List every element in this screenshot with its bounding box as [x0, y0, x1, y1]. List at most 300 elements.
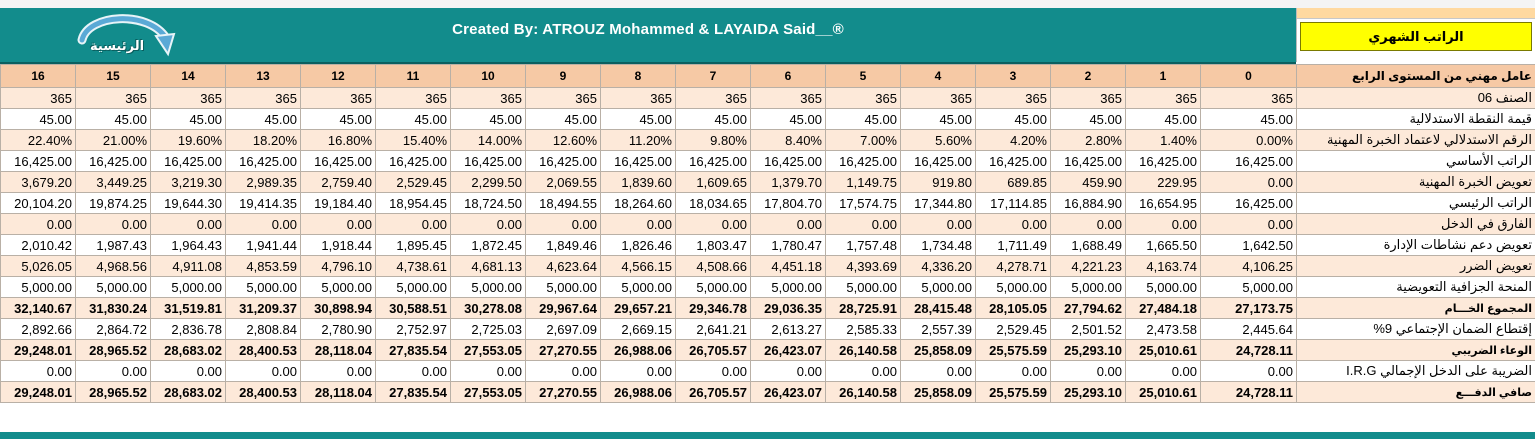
table-cell[interactable]: 229.95 — [1126, 172, 1201, 193]
table-cell[interactable]: 16,425.00 — [1, 151, 76, 172]
table-cell[interactable]: 16,425.00 — [451, 151, 526, 172]
table-cell[interactable]: 26,423.07 — [751, 340, 826, 361]
table-cell[interactable]: 4,393.69 — [826, 256, 901, 277]
table-cell[interactable]: 3,219.30 — [151, 172, 226, 193]
row-label[interactable]: المجموع الخـــام — [1297, 298, 1535, 319]
table-cell[interactable]: 1,734.48 — [901, 235, 976, 256]
table-cell[interactable]: 45.00 — [676, 109, 751, 130]
table-cell[interactable]: 45.00 — [826, 109, 901, 130]
table-cell[interactable]: 17,574.75 — [826, 193, 901, 214]
table-cell[interactable]: 18,954.45 — [376, 193, 451, 214]
table-cell[interactable]: 25,575.59 — [976, 382, 1051, 403]
table-cell[interactable]: 4,566.15 — [601, 256, 676, 277]
table-cell[interactable]: 0.00 — [1, 214, 76, 235]
table-cell[interactable]: 29,248.01 — [1, 382, 76, 403]
table-cell[interactable]: 19,644.30 — [151, 193, 226, 214]
table-cell[interactable]: 2,725.03 — [451, 319, 526, 340]
table-row — [1, 193, 1535, 214]
table-cell[interactable]: 0.00 — [1201, 214, 1297, 235]
table-cell[interactable]: 19,414.35 — [226, 193, 301, 214]
table-cell[interactable]: 365 — [1201, 88, 1297, 109]
table-cell[interactable]: 16,425.00 — [376, 151, 451, 172]
table-cell[interactable]: 29,248.01 — [1, 340, 76, 361]
table-cell[interactable]: 0.00 — [826, 214, 901, 235]
table-cell[interactable]: 0.00 — [151, 214, 226, 235]
table-cell[interactable]: 27,270.55 — [526, 340, 601, 361]
table-cell[interactable]: 2,299.50 — [451, 172, 526, 193]
table-cell[interactable]: 365 — [1051, 88, 1126, 109]
table-cell[interactable]: 5,000.00 — [826, 277, 901, 298]
corner-label[interactable]: عامل مهني من المستوى الرابع — [1297, 65, 1535, 88]
column-header[interactable]: 5 — [826, 65, 901, 88]
table-cell[interactable]: 0.00 — [901, 214, 976, 235]
table-cell[interactable]: 2,669.15 — [601, 319, 676, 340]
table-cell[interactable]: 27,835.54 — [376, 340, 451, 361]
table-cell[interactable]: 0.00 — [451, 361, 526, 382]
table-cell[interactable]: 4,681.13 — [451, 256, 526, 277]
table-cell[interactable]: 28,683.02 — [151, 382, 226, 403]
table-cell[interactable]: 459.90 — [1051, 172, 1126, 193]
table-cell[interactable]: 2,557.39 — [901, 319, 976, 340]
table-cell[interactable]: 0.00 — [301, 214, 376, 235]
table-cell[interactable]: 2.80% — [1051, 130, 1126, 151]
table-cell[interactable]: 0.00 — [601, 361, 676, 382]
table-cell[interactable]: 25,575.59 — [976, 340, 1051, 361]
banner-title: Created By: ATROUZ Mohammed & LAYAIDA Said__® — [452, 21, 844, 38]
table-cell[interactable]: 26,988.06 — [601, 382, 676, 403]
table-cell[interactable]: 45.00 — [751, 109, 826, 130]
row-label[interactable]: الضريبة على الدخل الإجمالي I.R.G — [1297, 361, 1535, 382]
table-cell[interactable]: 16,425.00 — [601, 151, 676, 172]
table-cell[interactable]: 2,010.42 — [1, 235, 76, 256]
table-cell[interactable]: 31,519.81 — [151, 298, 226, 319]
column-header[interactable]: 13 — [226, 65, 301, 88]
table-cell[interactable]: 24,728.11 — [1201, 382, 1297, 403]
row-label[interactable]: صافي الدفـــع — [1297, 382, 1535, 403]
table-cell[interactable]: 19,874.25 — [76, 193, 151, 214]
table-cell[interactable]: 365 — [1, 88, 76, 109]
row-label[interactable]: الراتب الأساسي — [1297, 151, 1535, 172]
table-cell[interactable]: 1,642.50 — [1201, 235, 1297, 256]
table-cell[interactable]: 17,344.80 — [901, 193, 976, 214]
table-cell[interactable]: 0.00 — [1051, 361, 1126, 382]
table-cell[interactable]: 16,884.90 — [1051, 193, 1126, 214]
table-cell[interactable]: 4,853.59 — [226, 256, 301, 277]
table-cell[interactable]: 8.40% — [751, 130, 826, 151]
table-cell[interactable]: 2,836.78 — [151, 319, 226, 340]
table-cell[interactable]: 29,346.78 — [676, 298, 751, 319]
table-cell[interactable]: 1,895.45 — [376, 235, 451, 256]
table-cell[interactable]: 4,911.08 — [151, 256, 226, 277]
table-cell[interactable]: 0.00 — [376, 361, 451, 382]
table-cell[interactable]: 28,118.04 — [301, 340, 376, 361]
table-cell[interactable]: 1,780.47 — [751, 235, 826, 256]
table-cell[interactable]: 0.00 — [751, 214, 826, 235]
row-label[interactable]: المنحة الجزافية التعويضية — [1297, 277, 1535, 298]
table-cell[interactable]: 28,400.53 — [226, 382, 301, 403]
table-cell[interactable]: 689.85 — [976, 172, 1051, 193]
table-cell[interactable]: 45.00 — [376, 109, 451, 130]
row-label[interactable]: الصنف 06 — [1297, 88, 1535, 109]
table-cell[interactable]: 365 — [601, 88, 676, 109]
row-label[interactable]: الفارق في الدخل — [1297, 214, 1535, 235]
table-cell[interactable]: 18.20% — [226, 130, 301, 151]
table-cell[interactable]: 17,804.70 — [751, 193, 826, 214]
table-cell[interactable]: 4,796.10 — [301, 256, 376, 277]
table-cell[interactable]: 18,264.60 — [601, 193, 676, 214]
table-cell[interactable]: 30,278.08 — [451, 298, 526, 319]
table-cell[interactable]: 45.00 — [451, 109, 526, 130]
table-cell[interactable]: 45.00 — [526, 109, 601, 130]
table-cell[interactable]: 0.00 — [1201, 172, 1297, 193]
table-cell[interactable]: 1,665.50 — [1126, 235, 1201, 256]
monthly-salary-cell[interactable]: الراتب الشهري — [1300, 22, 1532, 51]
table-cell[interactable]: 4,508.66 — [676, 256, 751, 277]
table-cell[interactable]: 45.00 — [1, 109, 76, 130]
table-cell[interactable]: 4.20% — [976, 130, 1051, 151]
table-cell[interactable]: 0.00 — [1, 361, 76, 382]
table-cell[interactable]: 0.00 — [901, 361, 976, 382]
table-cell[interactable]: 14.00% — [451, 130, 526, 151]
table-cell[interactable]: 45.00 — [1051, 109, 1126, 130]
table-cell[interactable]: 28,965.52 — [76, 340, 151, 361]
table-cell[interactable]: 2,069.55 — [526, 172, 601, 193]
table-cell[interactable]: 365 — [526, 88, 601, 109]
table-cell[interactable]: 45.00 — [226, 109, 301, 130]
table-cell[interactable]: 2,445.64 — [1201, 319, 1297, 340]
table-cell[interactable]: 4,738.61 — [376, 256, 451, 277]
table-cell[interactable]: 16,425.00 — [676, 151, 751, 172]
table-row — [1, 235, 1535, 256]
table-cell[interactable]: 1,839.60 — [601, 172, 676, 193]
table-cell[interactable]: 28,105.05 — [976, 298, 1051, 319]
column-header[interactable]: 16 — [1, 65, 76, 88]
table-cell[interactable]: 16,654.95 — [1126, 193, 1201, 214]
table-cell[interactable]: 27,484.18 — [1126, 298, 1201, 319]
table-cell[interactable]: 0.00 — [1051, 214, 1126, 235]
table-cell[interactable]: 365 — [226, 88, 301, 109]
row-label[interactable]: تعويض الخبرة المهنية — [1297, 172, 1535, 193]
table-cell[interactable]: 365 — [451, 88, 526, 109]
column-header[interactable]: 3 — [976, 65, 1051, 88]
table-cell[interactable]: 4,221.23 — [1051, 256, 1126, 277]
table-cell[interactable]: 2,529.45 — [376, 172, 451, 193]
row-label[interactable]: الراتب الرئيسي — [1297, 193, 1535, 214]
table-cell[interactable]: 1,849.46 — [526, 235, 601, 256]
table-cell[interactable]: 1,872.45 — [451, 235, 526, 256]
table-cell[interactable]: 365 — [751, 88, 826, 109]
table-cell[interactable]: 45.00 — [1201, 109, 1297, 130]
table-cell[interactable]: 0.00 — [976, 214, 1051, 235]
table-cell[interactable]: 26,705.57 — [676, 382, 751, 403]
table-cell[interactable]: 27,270.55 — [526, 382, 601, 403]
table-cell[interactable]: 2,529.45 — [976, 319, 1051, 340]
table-cell[interactable]: 21.00% — [76, 130, 151, 151]
table-cell[interactable]: 365 — [901, 88, 976, 109]
table-cell[interactable]: 919.80 — [901, 172, 976, 193]
table-cell[interactable]: 18,494.55 — [526, 193, 601, 214]
row-label[interactable]: تعويض الضرر — [1297, 256, 1535, 277]
table-cell[interactable]: 25,293.10 — [1051, 382, 1126, 403]
table-cell[interactable]: 3,679.20 — [1, 172, 76, 193]
table-row — [1, 256, 1535, 277]
table-cell[interactable]: 28,415.48 — [901, 298, 976, 319]
table-cell[interactable]: 5,000.00 — [526, 277, 601, 298]
table-cell[interactable]: 5,000.00 — [901, 277, 976, 298]
table-cell[interactable]: 2,697.09 — [526, 319, 601, 340]
table-cell[interactable]: 3,449.25 — [76, 172, 151, 193]
table-cell[interactable]: 5,000.00 — [226, 277, 301, 298]
table-cell[interactable]: 26,423.07 — [751, 382, 826, 403]
table-cell[interactable]: 365 — [676, 88, 751, 109]
table-cell[interactable]: 16,425.00 — [151, 151, 226, 172]
table-cell[interactable]: 29,036.35 — [751, 298, 826, 319]
table-cell[interactable]: 27,553.05 — [451, 382, 526, 403]
column-header[interactable]: 12 — [301, 65, 376, 88]
table-row — [1, 361, 1535, 382]
table-cell[interactable]: 16,425.00 — [976, 151, 1051, 172]
table-cell[interactable]: 25,858.09 — [901, 382, 976, 403]
column-header[interactable]: 7 — [676, 65, 751, 88]
table-cell[interactable]: 1,757.48 — [826, 235, 901, 256]
row-label[interactable]: قيمة النقطة الاستدلالية — [1297, 109, 1535, 130]
table-cell[interactable]: 28,965.52 — [76, 382, 151, 403]
table-cell[interactable]: 5,000.00 — [976, 277, 1051, 298]
table-cell[interactable]: 365 — [301, 88, 376, 109]
table-cell[interactable]: 28,118.04 — [301, 382, 376, 403]
table-cell[interactable]: 0.00 — [76, 214, 151, 235]
table-cell[interactable]: 28,400.53 — [226, 340, 301, 361]
table-cell[interactable]: 1,803.47 — [676, 235, 751, 256]
table-cell[interactable]: 0.00 — [1201, 361, 1297, 382]
table-cell[interactable]: 22.40% — [1, 130, 76, 151]
table-cell[interactable]: 31,830.24 — [76, 298, 151, 319]
table-cell[interactable]: 16,425.00 — [1201, 193, 1297, 214]
table-cell[interactable]: 16,425.00 — [526, 151, 601, 172]
table-cell[interactable]: 19,184.40 — [301, 193, 376, 214]
table-cell[interactable]: 0.00 — [1126, 361, 1201, 382]
table-cell[interactable]: 365 — [151, 88, 226, 109]
table-cell[interactable]: 0.00 — [676, 361, 751, 382]
table-cell[interactable]: 5,000.00 — [1201, 277, 1297, 298]
table-row — [1, 172, 1535, 193]
table-cell[interactable]: 25,010.61 — [1126, 340, 1201, 361]
table-cell[interactable]: 365 — [976, 88, 1051, 109]
table-cell[interactable]: 25,010.61 — [1126, 382, 1201, 403]
table-cell[interactable]: 5,000.00 — [151, 277, 226, 298]
table-cell[interactable]: 27,835.54 — [376, 382, 451, 403]
table-cell[interactable]: 20,104.20 — [1, 193, 76, 214]
table-cell[interactable]: 12.60% — [526, 130, 601, 151]
table-cell[interactable]: 16,425.00 — [1051, 151, 1126, 172]
table-cell[interactable]: 2,892.66 — [1, 319, 76, 340]
table-cell[interactable]: 0.00 — [976, 361, 1051, 382]
table-cell[interactable]: 5,000.00 — [1, 277, 76, 298]
table-cell[interactable]: 29,657.21 — [601, 298, 676, 319]
table-cell[interactable]: 18,034.65 — [676, 193, 751, 214]
table-cell[interactable]: 25,858.09 — [901, 340, 976, 361]
table-cell[interactable]: 4,623.64 — [526, 256, 601, 277]
table-cell[interactable]: 45.00 — [1126, 109, 1201, 130]
table-cell[interactable]: 0.00 — [826, 361, 901, 382]
table-cell[interactable]: 2,501.52 — [1051, 319, 1126, 340]
table-cell[interactable]: 1,379.70 — [751, 172, 826, 193]
table-cell[interactable]: 19.60% — [151, 130, 226, 151]
table-cell[interactable]: 4,968.56 — [76, 256, 151, 277]
header-row — [1, 65, 1535, 88]
table-cell[interactable]: 4,336.20 — [901, 256, 976, 277]
row-label[interactable]: تعويض دعم نشاطات الإدارة — [1297, 235, 1535, 256]
table-cell[interactable]: 45.00 — [301, 109, 376, 130]
table-cell[interactable]: 0.00 — [676, 214, 751, 235]
column-header[interactable]: 8 — [601, 65, 676, 88]
table-cell[interactable]: 2,752.97 — [376, 319, 451, 340]
table-cell[interactable]: 16,425.00 — [301, 151, 376, 172]
table-cell[interactable]: 45.00 — [151, 109, 226, 130]
row-label[interactable]: إقتطاع الضمان الإجتماعي 9% — [1297, 319, 1535, 340]
table-cell[interactable]: 5,000.00 — [1126, 277, 1201, 298]
table-cell[interactable]: 26,705.57 — [676, 340, 751, 361]
row-label[interactable]: الوعاء الضريبي — [1297, 340, 1535, 361]
column-header[interactable]: 10 — [451, 65, 526, 88]
table-cell[interactable]: 5.60% — [901, 130, 976, 151]
table-cell[interactable]: 45.00 — [601, 109, 676, 130]
table-cell[interactable]: 4,106.25 — [1201, 256, 1297, 277]
table-cell[interactable]: 2,473.58 — [1126, 319, 1201, 340]
table-cell[interactable]: 30,588.51 — [376, 298, 451, 319]
table-cell[interactable]: 1.40% — [1126, 130, 1201, 151]
table-cell[interactable]: 0.00 — [601, 214, 676, 235]
table-cell[interactable]: 28,683.02 — [151, 340, 226, 361]
table-cell[interactable]: 1,149.75 — [826, 172, 901, 193]
table-cell[interactable]: 0.00 — [226, 214, 301, 235]
table-cell[interactable]: 0.00 — [76, 361, 151, 382]
table-cell[interactable]: 18,724.50 — [451, 193, 526, 214]
table-cell[interactable]: 16,425.00 — [76, 151, 151, 172]
table-cell[interactable]: 2,808.84 — [226, 319, 301, 340]
column-header[interactable]: 4 — [901, 65, 976, 88]
column-header[interactable]: 15 — [76, 65, 151, 88]
column-header[interactable]: 9 — [526, 65, 601, 88]
table-cell[interactable]: 2,864.72 — [76, 319, 151, 340]
table-cell[interactable]: 5,000.00 — [76, 277, 151, 298]
table-cell[interactable]: 1,688.49 — [1051, 235, 1126, 256]
table-cell[interactable]: 16.80% — [301, 130, 376, 151]
table-cell[interactable]: 1,964.43 — [151, 235, 226, 256]
table-cell[interactable]: 5,000.00 — [301, 277, 376, 298]
table-cell[interactable]: 1,918.44 — [301, 235, 376, 256]
table-cell[interactable]: 2,989.35 — [226, 172, 301, 193]
table-cell[interactable]: 26,140.58 — [826, 382, 901, 403]
table-cell[interactable]: 2,585.33 — [826, 319, 901, 340]
table-cell[interactable]: 45.00 — [901, 109, 976, 130]
table-cell[interactable]: 5,000.00 — [751, 277, 826, 298]
table-cell[interactable]: 0.00 — [526, 361, 601, 382]
column-header[interactable]: 1 — [1126, 65, 1201, 88]
table-cell[interactable]: 0.00 — [1126, 214, 1201, 235]
table-cell[interactable]: 5,000.00 — [376, 277, 451, 298]
table-cell[interactable]: 4,163.74 — [1126, 256, 1201, 277]
table-cell[interactable]: 1,941.44 — [226, 235, 301, 256]
table-cell[interactable]: 5,000.00 — [451, 277, 526, 298]
table-cell[interactable]: 25,293.10 — [1051, 340, 1126, 361]
column-header[interactable]: 2 — [1051, 65, 1126, 88]
table-cell[interactable]: 30,898.94 — [301, 298, 376, 319]
table-cell[interactable]: 2,641.21 — [676, 319, 751, 340]
table-cell[interactable]: 2,780.90 — [301, 319, 376, 340]
table-cell[interactable]: 17,114.85 — [976, 193, 1051, 214]
table-cell[interactable]: 365 — [376, 88, 451, 109]
table-cell[interactable]: 1,987.43 — [76, 235, 151, 256]
table-cell[interactable]: 27,173.75 — [1201, 298, 1297, 319]
table-cell[interactable]: 0.00 — [751, 361, 826, 382]
table-cell[interactable]: 4,278.71 — [976, 256, 1051, 277]
table-cell[interactable]: 32,140.67 — [1, 298, 76, 319]
table-cell[interactable]: 27,553.05 — [451, 340, 526, 361]
table-cell[interactable]: 31,209.37 — [226, 298, 301, 319]
table-cell[interactable]: 16,425.00 — [1201, 151, 1297, 172]
table-cell[interactable]: 5,000.00 — [676, 277, 751, 298]
column-header[interactable]: 6 — [751, 65, 826, 88]
table-cell[interactable]: 365 — [1126, 88, 1201, 109]
table-cell[interactable]: 29,967.64 — [526, 298, 601, 319]
table-cell[interactable]: 365 — [826, 88, 901, 109]
table-cell[interactable]: 28,725.91 — [826, 298, 901, 319]
table-cell[interactable]: 0.00% — [1201, 130, 1297, 151]
column-header[interactable]: 0 — [1201, 65, 1297, 88]
column-header[interactable]: 11 — [376, 65, 451, 88]
table-cell[interactable]: 4,451.18 — [751, 256, 826, 277]
home-button[interactable] — [70, 10, 180, 68]
table-cell[interactable]: 2,613.27 — [751, 319, 826, 340]
table-cell[interactable]: 15.40% — [376, 130, 451, 151]
table-cell[interactable]: 24,728.11 — [1201, 340, 1297, 361]
table-cell[interactable]: 1,826.46 — [601, 235, 676, 256]
table-cell[interactable]: 16,425.00 — [226, 151, 301, 172]
table-row — [1, 319, 1535, 340]
table-cell[interactable]: 0.00 — [301, 361, 376, 382]
table-cell[interactable]: 5,000.00 — [1051, 277, 1126, 298]
table-cell[interactable]: 16,425.00 — [751, 151, 826, 172]
table-cell[interactable]: 11.20% — [601, 130, 676, 151]
table-row — [1, 382, 1535, 403]
table-cell[interactable]: 0.00 — [151, 361, 226, 382]
column-header[interactable]: 14 — [151, 65, 226, 88]
table-cell[interactable]: 26,140.58 — [826, 340, 901, 361]
table-cell[interactable]: 0.00 — [226, 361, 301, 382]
row-label[interactable]: الرقم الاستدلالي لاعتماد الخبرة المهنية — [1297, 130, 1535, 151]
table-cell[interactable]: 7.00% — [826, 130, 901, 151]
table-cell[interactable]: 1,711.49 — [976, 235, 1051, 256]
table-row — [1, 151, 1535, 172]
table-cell[interactable]: 16,425.00 — [901, 151, 976, 172]
table-cell[interactable]: 45.00 — [76, 109, 151, 130]
table-cell[interactable]: 16,425.00 — [1126, 151, 1201, 172]
table-cell[interactable]: 0.00 — [451, 214, 526, 235]
table-cell[interactable]: 45.00 — [976, 109, 1051, 130]
table-cell[interactable]: 5,026.05 — [1, 256, 76, 277]
table-cell[interactable]: 9.80% — [676, 130, 751, 151]
table-cell[interactable]: 16,425.00 — [826, 151, 901, 172]
table-cell[interactable]: 2,759.40 — [301, 172, 376, 193]
table-cell[interactable]: 27,794.62 — [1051, 298, 1126, 319]
table-cell[interactable]: 0.00 — [376, 214, 451, 235]
table-cell[interactable]: 1,609.65 — [676, 172, 751, 193]
table-cell[interactable]: 365 — [76, 88, 151, 109]
table-cell[interactable]: 5,000.00 — [601, 277, 676, 298]
table-cell[interactable]: 26,988.06 — [601, 340, 676, 361]
table-cell[interactable]: 0.00 — [526, 214, 601, 235]
